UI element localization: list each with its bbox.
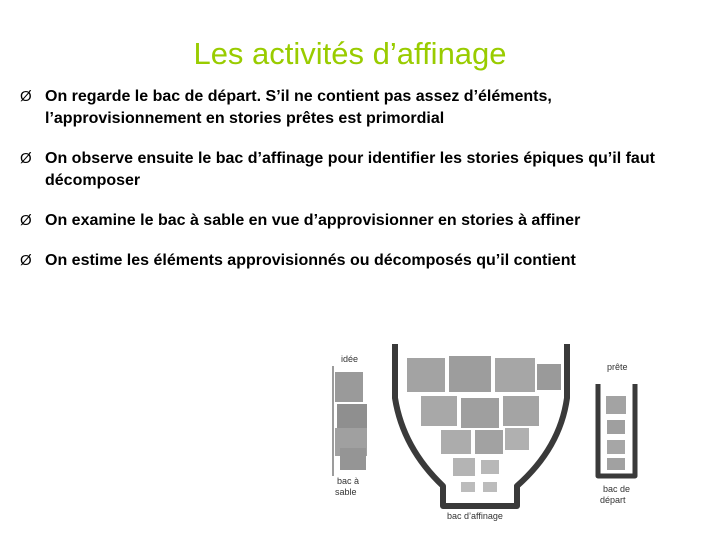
funnel-card <box>407 358 445 392</box>
sandbox-column <box>333 354 367 497</box>
sandbox-card <box>335 372 363 402</box>
funnel-card <box>481 460 499 474</box>
funnel-card <box>475 430 503 454</box>
bullet-list <box>20 86 700 272</box>
funnel-card <box>503 396 539 426</box>
start-bin-card <box>607 420 625 434</box>
backlog-diagram <box>285 336 655 526</box>
bullet-arrow-icon: Ø <box>20 88 32 105</box>
funnel-card <box>505 428 529 450</box>
bullet-text: On observe ensuite le bac d’affinage pour identifier les stories épiques qu’il faut décomposer <box>45 150 655 189</box>
bullet-arrow-icon: Ø <box>20 150 32 167</box>
bullet-text: On regarde le bac de départ. S’il ne contient pas assez d’éléments, l’approvisionnement en stories prêtes est primordial <box>45 88 552 127</box>
label-bac-a-sable-2: sable <box>335 487 357 497</box>
label-bac-depart-2: départ <box>600 495 626 505</box>
start-bin <box>598 362 635 505</box>
bullet-arrow-icon: Ø <box>20 212 32 229</box>
start-bin-card <box>606 396 626 414</box>
funnel-card <box>441 430 471 454</box>
funnel-card <box>483 482 497 492</box>
bullet-item <box>20 148 700 192</box>
bullet-text: On estime les éléments approvisionnés ou décomposés qu’il contient <box>45 252 576 269</box>
funnel-card <box>495 358 535 392</box>
label-bac-depart-1: bac de <box>603 484 631 494</box>
label-prete: prête <box>607 362 628 372</box>
label-bac-affinage: bac d’affinage <box>447 511 503 521</box>
start-bin-card <box>607 440 625 454</box>
bullet-item <box>20 250 700 272</box>
sandbox-card <box>337 404 367 430</box>
funnel-card <box>461 398 499 428</box>
bullet-item <box>20 86 700 130</box>
label-bac-a-sable-1: bac à <box>337 476 360 486</box>
label-idee: idée <box>341 354 359 364</box>
funnel-card <box>461 482 475 492</box>
sandbox-card <box>340 448 366 470</box>
funnel-card <box>453 458 475 476</box>
refinement-funnel <box>395 344 567 521</box>
bullet-item <box>20 210 700 232</box>
bullet-text: On examine le bac à sable en vue d’approvisionner en stories à affiner <box>45 212 581 229</box>
bullet-arrow-icon: Ø <box>20 252 32 269</box>
funnel-card <box>421 396 457 426</box>
slide-title: Les activités d’affinage <box>193 36 507 71</box>
funnel-card <box>537 364 561 390</box>
funnel-card <box>449 356 491 392</box>
start-bin-card <box>607 458 625 470</box>
